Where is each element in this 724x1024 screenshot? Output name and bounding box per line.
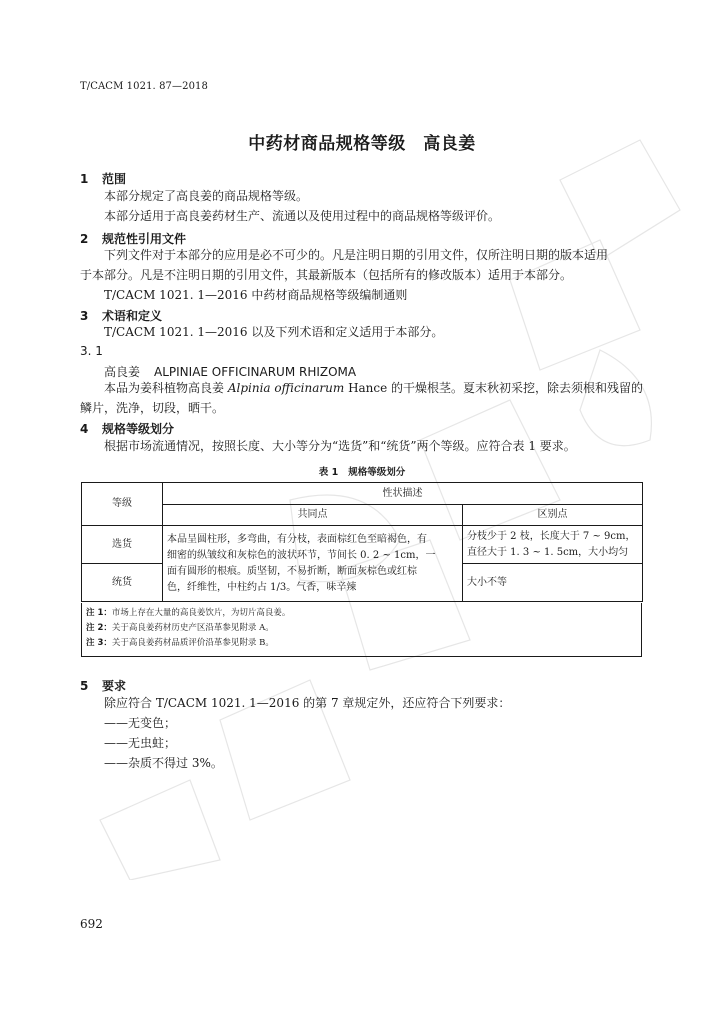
definition-text: Hance 的干燥根茎。夏末秋初采挖，除去须根和残留的 (344, 381, 644, 395)
definition-line (104, 378, 643, 398)
grade-cell: 选货 (82, 526, 163, 564)
common-line: 细密的纵皱纹和灰棕色的波状环节，节间长 0. 2 ~ 1cm，一 (167, 549, 436, 561)
paragraph: 于本部分。凡是不注明日期的引用文件，其最新版本（包括所有的修改版本）适用于本部分。 (80, 268, 573, 282)
paragraph: 本部分适用于高良姜药材生产、流通以及使用过程中的商品规格等级评价。 (104, 209, 501, 223)
table-number: 表 1 (318, 467, 339, 478)
table-caption (0, 464, 724, 478)
paragraph: 除应符合 T/CACM 1021. 1—2016 的第 7 章规定外，还应符合下列要求： (104, 696, 511, 710)
difference-cell (463, 526, 643, 564)
term-english: ALPINIAE OFFICINARUM RHIZOMA (154, 365, 357, 379)
table-title: 规格等级划分 (348, 467, 406, 478)
note-text: 关于高良姜药材品质评价沿革参见附录 B。 (111, 638, 274, 648)
standard-number: T/CACM 1021. 87—2018 (80, 81, 208, 92)
common-line: 色，纤维性，中柱约占 1/3。气香，味辛辣 (167, 581, 357, 593)
section-number: 4 (80, 422, 89, 436)
table-note (86, 621, 637, 636)
table-note (86, 606, 637, 621)
grade-cell: 统货 (82, 564, 163, 602)
note-text: 市场上存在大量的高良姜饮片，为切片高良姜。 (111, 608, 291, 618)
requirement-item: ——无虫蛀； (104, 736, 177, 750)
reference-item: T/CACM 1021. 1—2016 中药材商品规格等级编制通则 (104, 288, 408, 302)
section-number: 1 (80, 172, 89, 186)
document-title: 中药材商品规格等级 高良姜 (248, 134, 476, 154)
section-title: 范围 (102, 172, 127, 186)
note-label: 注 1： (86, 608, 112, 618)
table-notes (81, 603, 642, 657)
note-label: 注 2： (86, 623, 112, 633)
table-header-row (82, 505, 643, 526)
section-heading-requirements (80, 677, 126, 694)
common-features-cell (163, 526, 463, 602)
difference-line: 分枝少于 2 枝，长度大于 7 ~ 9cm， (467, 530, 636, 542)
section-title: 规格等级划分 (102, 422, 175, 436)
difference-line: 直径大于 1. 3 ~ 1. 5cm，大小均匀 (467, 546, 629, 558)
paragraph: 根据市场流通情况，按照长度、大小等分为“选货”和“统货”两个等级。应符合表 1 要求。 (104, 439, 576, 453)
table-row (82, 526, 643, 564)
header-grade: 等级 (82, 483, 163, 526)
common-line: 面有圆形的根痕。质坚韧，不易折断，断面灰棕色或红棕 (167, 565, 417, 577)
section-title: 术语和定义 (102, 309, 163, 323)
common-line: 本品呈圆柱形，多弯曲，有分枝，表面棕红色至暗褐色，有 (167, 533, 427, 545)
page-number: 692 (80, 917, 103, 931)
section-number: 2 (80, 232, 89, 246)
requirement-item: ——无变色； (104, 716, 177, 730)
note-label: 注 3： (86, 638, 112, 648)
latin-name: Alpinia officinarum (227, 381, 345, 395)
subsection-number: 3. 1 (80, 344, 103, 358)
definition-line: 鳞片，洗净，切段，晒干。 (80, 401, 225, 415)
section-heading-scope (80, 170, 126, 187)
note-text: 关于高良姜药材历史产区沿革参见附录 A。 (111, 623, 274, 633)
paragraph: 下列文件对于本部分的应用是必不可少的。凡是注明日期的引用文件，仅所注明日期的版本适用 (104, 248, 609, 262)
table-note (86, 636, 637, 651)
section-number: 3 (80, 309, 89, 323)
header-description: 性状描述 (163, 483, 643, 505)
requirement-item: ——杂质不得过 3%。 (104, 756, 223, 770)
table-header-row (82, 483, 643, 505)
section-heading-grading (80, 420, 174, 437)
header-common: 共同点 (163, 505, 463, 526)
header-difference: 区别点 (463, 505, 643, 526)
section-number: 5 (80, 679, 89, 693)
difference-cell: 大小不等 (463, 564, 643, 602)
definition-text: 本品为姜科植物高良姜 (104, 381, 228, 395)
section-title: 规范性引用文件 (102, 232, 187, 246)
grading-table (81, 482, 643, 602)
paragraph: 本部分规定了高良姜的商品规格等级。 (104, 189, 309, 203)
term-chinese: 高良姜 (104, 365, 141, 379)
paragraph: T/CACM 1021. 1—2016 以及下列术语和定义适用于本部分。 (104, 325, 444, 339)
section-title: 要求 (102, 679, 127, 693)
